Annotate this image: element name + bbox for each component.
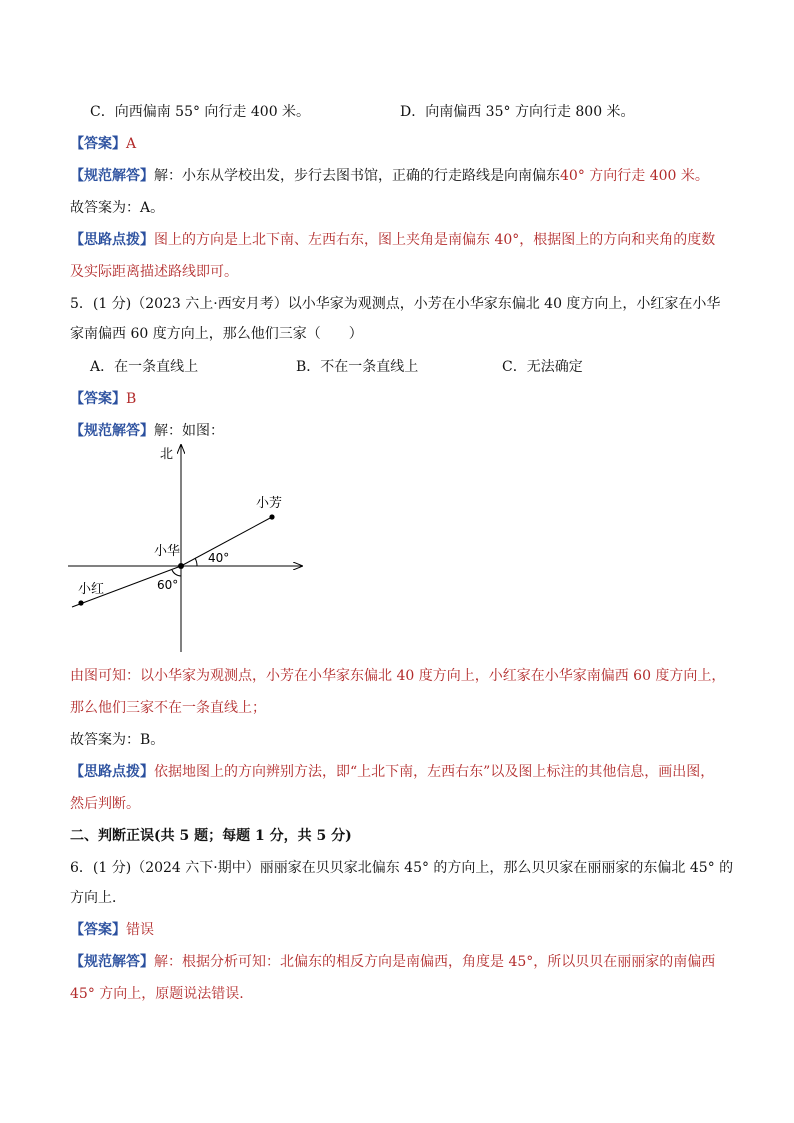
q5-hint [70, 762, 714, 782]
hint-tag: 【思路点拨】 [70, 232, 154, 248]
q5-option-b: B．不在一条直线上 [296, 359, 419, 375]
q4-option-c: C．向西偏南 55° 向行走 400 米。 [90, 104, 311, 120]
q4-option-d: D．向南偏西 35° 方向行走 800 米。 [400, 104, 635, 120]
q4-conclusion: 故答案为：A。 [70, 200, 165, 216]
q4-solution [70, 166, 709, 186]
angle-label-60: 60° [157, 578, 179, 592]
xiaofang-label: 小芳 [256, 496, 283, 511]
solution-tag: 【规范解答】 [70, 168, 154, 184]
q6-stem-line2: 方向上． [70, 890, 126, 906]
solution-text: 解：小东从学校出发，步行去图书馆，正确的行走路线是向南偏东 [154, 168, 560, 184]
direction-diagram [60, 440, 320, 662]
angle-arc-sw [172, 570, 181, 576]
solution-text: 解：根据分析可知：北偏东的相反方向是南偏西，角度是 45°，所以贝贝在丽丽家的南偏西 [154, 954, 716, 970]
solution-tag: 【规范解答】 [70, 954, 154, 970]
angle-label-40: 40° [208, 551, 230, 565]
q5-solution [70, 421, 224, 441]
q5-conclusion: 故答案为：B。 [70, 732, 165, 748]
section-heading: 二、判断正误(共 5 题；每题 1 分，共 5 分) [70, 828, 352, 844]
q5-explain-line2: 那么他们三家不在一条直线上； [70, 700, 266, 716]
xiaohong-label: 小红 [78, 582, 105, 597]
q6-solution [70, 952, 715, 972]
q6-solution-continued: 45° 方向上，原题说法错误. [70, 986, 244, 1002]
q5-explain-line1: 由图可知：以小华家为观测点，小芳在小华家东偏北 40 度方向上，小红家在小华家南偏西 60 度方向上， [70, 668, 726, 684]
q5-option-a: A．在一条直线上 [90, 359, 199, 375]
solution-text: 解：如图： [154, 423, 224, 439]
north-label: 北 [160, 447, 174, 462]
answer-value: 错误 [126, 922, 154, 938]
xiaofang-point [269, 514, 274, 519]
answer-tag: 【答案】 [70, 922, 126, 938]
hint-tag: 【思路点拨】 [70, 764, 154, 780]
answer-tag: 【答案】 [70, 136, 126, 152]
answer-value: A [126, 136, 137, 152]
q6-answer [70, 920, 154, 940]
hint-text: 依据地图上的方向辨别方法，即“上北下南，左西右东”以及图上标注的其他信息，画出图， [154, 764, 715, 780]
q4-hint-continued: 及实际距离描述路线即可。 [70, 264, 238, 280]
q4-hint [70, 230, 715, 250]
q5-stem-line2: 家南偏西 60 度方向上，那么他们三家（ ） [70, 326, 363, 342]
answer-value: B [126, 391, 137, 407]
hint-text: 图上的方向是上北下南、左西右东，图上夹角是南偏东 40°，根据图上的方向和夹角的度数 [154, 232, 716, 248]
answer-tag: 【答案】 [70, 391, 126, 407]
angle-arc-ne [195, 558, 197, 566]
solution-highlight: 40° 方向行走 400 米。 [560, 168, 709, 184]
xiaohua-point [178, 563, 184, 569]
q6-stem-line1: 6．(1 分)（2024 六下·期中）丽丽家在贝贝家北偏东 45° 的方向上，那么贝贝家在丽丽家的东偏北 45° 的 [70, 860, 734, 876]
xiaohong-point [78, 600, 83, 605]
q5-option-c: C．无法确定 [502, 359, 583, 375]
q5-answer [70, 389, 136, 409]
solution-tag: 【规范解答】 [70, 423, 154, 439]
q5-hint-continued: 然后判断。 [70, 796, 140, 812]
q4-answer [70, 134, 136, 154]
xiaohua-label: 小华 [154, 544, 181, 559]
q5-stem-line1: 5．(1 分)（2023 六上·西安月考）以小华家为观测点，小芳在小华家东偏北 40 度方向上，小红家在小华 [70, 296, 721, 312]
